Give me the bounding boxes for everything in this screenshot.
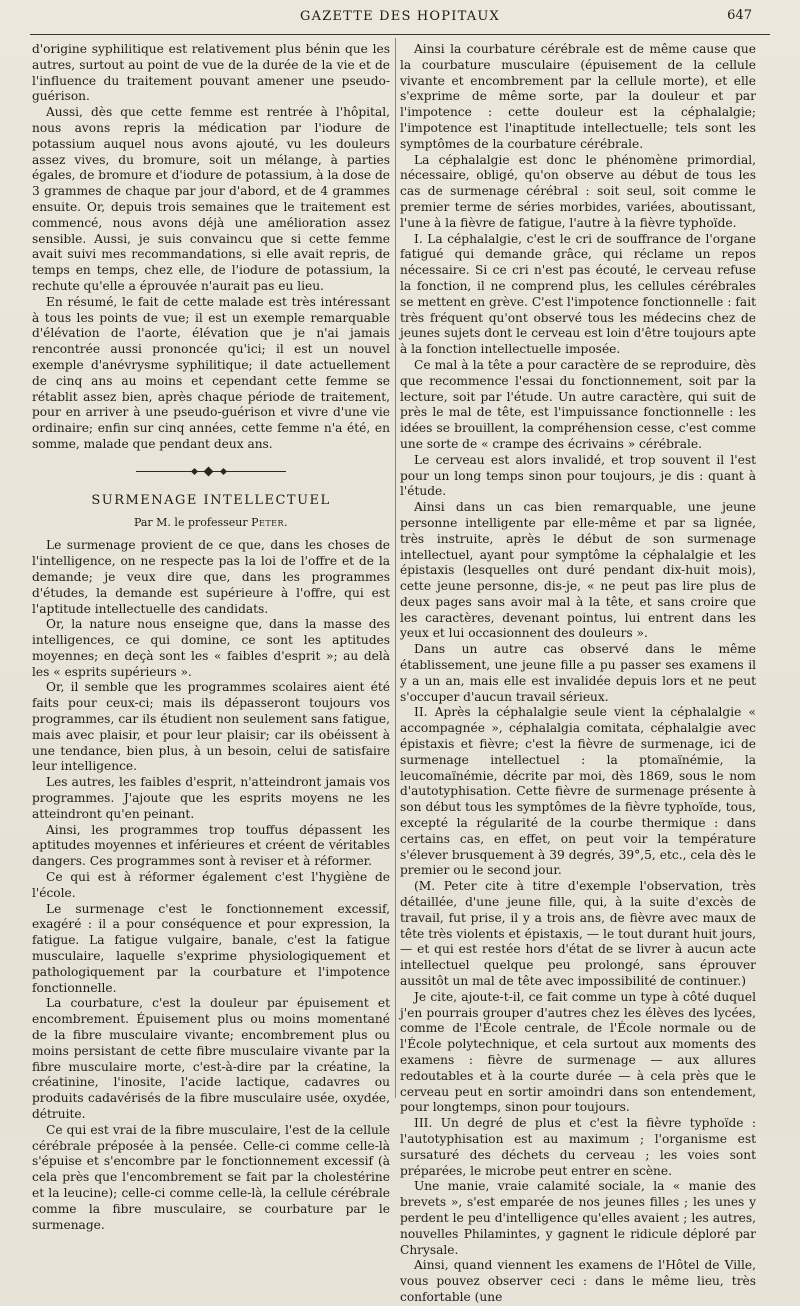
header-rule xyxy=(30,34,770,35)
paragraph: II. Après la céphalalgie seule vient la céphalalgie « accompagnée », céphalalgia comitata, céphalalgie avec épistaxis et fièvre; c'est la fièvre de surmenage, ici de surmenage intellectuel : la ptomaïnémie, la leucomaïnémie, décrite par moi, dès 1869, sous le nom d'autotyphisation. Cette fièvre de surmenage présente à son début tous les symptômes de la fièvre typhoïde, tous, excepté la régularité de la courbe thermique : dans certains cas, en effet, on peut voir la température s'élever brusquement à 39 degrés, 39°,5, etc., cela dès le premier ou le second jour. xyxy=(400,705,756,878)
paragraph: I. La céphalalgie, c'est le cri de souffrance de l'organe fatigué qui demande grâce, qui réclame un repos nécessaire. Si ce cri n'est pas écouté, le cerveau refuse la fonction, il ne comprend plus, les cellules cérébrales se mettent en grève. C'est l'impotence fonctionnelle : fait très fréquent qu'ont observé tous les médecins chez de jeunes sujets dont le cerveau est loin d'être toujours apte à la fonction intellectuelle imposée. xyxy=(400,231,756,357)
left-column xyxy=(32,42,390,1232)
page-header xyxy=(0,6,800,30)
article-body-left xyxy=(32,538,390,1233)
paragraph: Ce qui est vrai de la fibre musculaire, l'est de la cellule cérébrale préposée à la pensée. Celle-ci comme celle-là s'épuise et s'encombre par le fonctionnement excessif (à cela près que l'encombrement se fait par la cholestérine et la leucine); celle-ci comme celle-là, la cellule cérébrale comme la fibre musculaire, se courbature par le surmenage. xyxy=(32,1122,390,1232)
paragraph: Ce mal à la tête a pour caractère de se reproduire, dès que recommence l'essai du fonctionnement, soit par la lecture, soit par l'étude. Un autre caractère, qui suit de près le mal de tête, est l'impuissance fonctionnelle : les idées se brouillent, la compréhension cesse, c'est comme une sorte de « crampe des écrivains » cérébrale. xyxy=(400,357,756,451)
paragraph: (M. Peter cite à titre d'exemple l'observation, très détaillée, d'une jeune fille, qui, à la suite d'excès de travail, fut prise, il y a trois ans, de fièvre avec maux de tête très violents et épistaxis, — le tout durant huit jours, — et qui est restée hors d'état de se livrer à aucun acte intellectuel quelque peu prolongé, sans éprouver aussitôt un mal de tête avec impossibilité de continuer.) xyxy=(400,879,756,989)
previous-article-text xyxy=(32,42,390,453)
ornament-diamond xyxy=(204,466,214,476)
column-divider xyxy=(395,38,396,1098)
paragraph: Ainsi la courbature cérébrale est de même cause que la courbature musculaire (épuisement de la cellule vivante et encombrement par la cellule morte), et elle s'exprime de même sorte, par la douleur et par l'impotence : cette douleur est la céphalalgie; l'impotence est l'inaptitude intellectuelle; tels sont les symptômes de la courbature cérébrale. xyxy=(400,42,756,151)
byline-prefix: Par M. le professeur xyxy=(133,515,248,529)
paragraph: Aussi, dès que cette femme est rentrée à l'hôpital, nous avons repris la médication par l'iodure de potassium auquel nous avons ajouté, vu les douleurs assez vives, du bromure, soit un mélange, à parties égales, de bromure et d'iodure de potassium, à la dose de 3 grammes de chaque par jour d'abord, et de 4 grammes ensuite. Or, depuis trois semaines que le traitement est commencé, nous avons déjà une amélioration assez sensible. Aussi, je suis convaincu que si cette femme avait suivi mes recommandations, si elle avait repris, de temps en temps, chez elle, de l'iodure de potassium, la rechute qu'elle a éprouvée n'aurait pas eu lieu. xyxy=(32,105,390,293)
article-title: SURMENAGE INTELLECTUEL xyxy=(91,492,331,508)
paragraph: Ce qui est à réformer également c'est l'hygiène de l'école. xyxy=(32,870,390,900)
paragraph: La courbature, c'est la douleur par épuisement et encombrement. Épuisement plus ou moins momentané de la fibre musculaire vivante; encombrement plus ou moins persistant de cette fibre musculaire vivante par la fibre musculaire morte, c'est-à-dire par la créatine, la créatinine, l'inosite, l'acide lactique, cadavres ou produits cadavérisés de la fibre musculaire usée, oxydée, détruite. xyxy=(32,996,390,1121)
paragraph: Le surmenage provient de ce que, dans les choses de l'intelligence, on ne respecte pas la loi de l'offre et de la demande; je veux dire que, dans les programmes d'études, la demande est supérieure à l'offre, qui est l'aptitude intellectuelle des candidats. xyxy=(32,538,390,616)
paragraph: Je cite, ajoute-t-il, ce fait comme un type à côté duquel j'en pourrais grouper d'autres chez les élèves des lycées, comme de l'École centrale, de l'École normale ou de l'École polytechnique, et cela surtout aux moments des examens : fièvre de surmenage — aux allures redoutables et à la courte durée — à cela près que le cerveau peut en sortir amoindri dans son entendement, pour longtemps, sinon pour toujours. xyxy=(400,989,756,1115)
paragraph: III. Un degré de plus et c'est la fièvre typhoïde : l'autotyphisation est au maximum ; l'organisme est sursaturé des déchets du cerveau ; les voies sont préparées, le microbe peut entrer en scène. xyxy=(400,1116,756,1178)
paragraph: Le cerveau est alors invalidé, et trop souvent il l'est pour un long temps sinon pour toujours, je dis : quant à l'étude. xyxy=(400,452,756,499)
paragraph: Les autres, les faibles d'esprit, n'atteindront jamais vos programmes. J'ajoute que les esprits moyens ne les atteindront qu'en peinant. xyxy=(32,775,390,821)
ornament-diamond xyxy=(191,468,198,475)
right-column xyxy=(400,42,756,1304)
paragraph: En résumé, le fait de cette malade est très intéressant à tous les points de vue; il est un exemple remarquable d'élévation de l'aorte, élévation que je n'ai jamais rencontrée aussi prononcée qu'ici; il est un nouvel exemple d'anévrysme syphilitique; il date actuellement de cinq ans au moins et cependant cette femme se rétablit assez bien, après chaque période de traitement, pour en arriver à une pseudo-guérison et vivre d'une vie ordinaire; enfin sur cinq années, cette femme n'a été, en somme, malade que pendant deux ans. xyxy=(32,294,390,451)
article-byline xyxy=(32,515,390,531)
article-body-right xyxy=(400,42,756,1306)
byline-author: Peter. xyxy=(251,515,289,529)
paragraph: Or, il semble que les programmes scolaires aient été faits pour ceux-ci; mais ils dépasseront toujours vos programmes, car ils étudient non seulement sans fatigue, mais avec plaisir, et pour leur plaisir; car ils obéissent à une tendance, bien plus, à un besoin, celui de satisfaire leur intelligence. xyxy=(32,680,390,774)
paragraph: Or, la nature nous enseigne que, dans la masse des intelligences, ce qui domine, ce sont les aptitudes moyennes; en deçà sont les « faibles d'esprit »; au delà les « esprits supérieurs ». xyxy=(32,617,390,679)
paragraph: Ainsi, quand viennent les examens de l'Hôtel de Ville, vous pouvez observer ceci : dans le même lieu, très confortable (une xyxy=(400,1258,756,1304)
section-ornament xyxy=(136,467,286,477)
journal-title: GAZETTE DES HOPITAUX xyxy=(300,9,500,24)
paragraph: Ainsi dans un cas bien remarquable, une jeune personne intelligente par elle-même et par sa lignée, très instruite, après le début de son surmenage intellectuel, ayant pour symptôme la céphalalgie et les épistaxis (lesquelles ont duré pendant dix-huit mois), cette jeune personne, dis-je, « ne peut pas lire plus de deux pages sans avoir mal à la tête, et sans croire que les caractères, devenant pointus, lui entrent dans les yeux et lui occasionnent des douleurs ». xyxy=(400,500,756,641)
ornament-diamond xyxy=(220,468,227,475)
paragraph: Dans un autre cas observé dans le même établissement, une jeune fille a pu passer ses examens il y a un an, mais elle est invalidée depuis lors et ne peut s'occuper d'aucun travail sérieux. xyxy=(400,642,756,704)
paragraph: Une manie, vraie calamité sociale, la « manie des brevets », s'est emparée de nos jeunes filles ; les unes y perdent le peu d'intelligence qu'elles avaient ; les autres, nouvelles Philamintes, y gagnent le ridicule déploré par Chrysale. xyxy=(400,1179,756,1257)
page-number: 647 xyxy=(727,8,752,23)
paragraph: Ainsi, les programmes trop touffus dépassent les aptitudes moyennes et inférieures et créent de véritables dangers. Ces programmes sont à reviser et à réformer. xyxy=(32,822,390,869)
paragraph: d'origine syphilitique est relativement plus bénin que les autres, surtout au point de vue de la durée de la vie et de l'influence du traitement pouvant amener une pseudo-guérison. xyxy=(32,42,390,104)
paragraph: La céphalalgie est donc le phénomène primordial, nécessaire, obligé, qu'on observe au début de tous les cas de surmenage cérébral : soit seul, soit comme le premier terme de séries morbides, variées, aboutissant, l'une à la fièvre de fatigue, l'autre à la fièvre typhoïde. xyxy=(400,152,756,230)
paragraph: Le surmenage c'est le fonctionnement excessif, exagéré : il a pour conséquence et pour expression, la fatigue. La fatigue vulgaire, banale, c'est la fatigue musculaire, laquelle s'exprime physiologiquement et pathologiquement par la courbature et l'impotence fonctionnelle. xyxy=(32,901,390,995)
